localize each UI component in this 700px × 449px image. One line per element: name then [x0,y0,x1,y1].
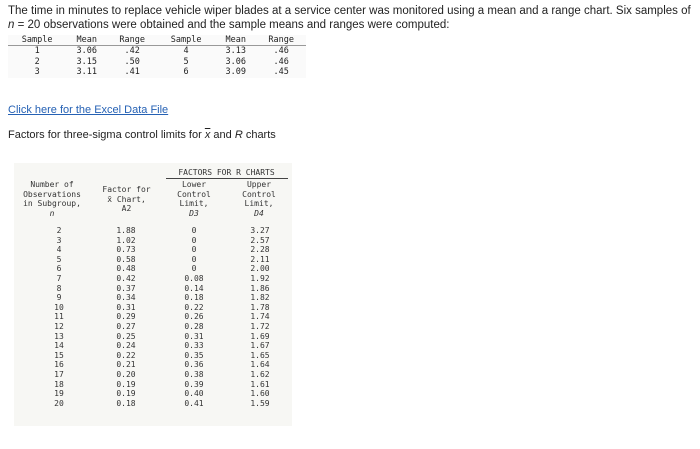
d4-value: 1.64 [250,360,270,370]
d4-value: 2.57 [250,235,270,245]
n-value: 9 [56,293,62,303]
a2-value: 0.22 [116,350,136,360]
intro-line-1: The time in minutes to replace vehicle wiper blades at a service center was monitored using a mean and a range chart. Six samples of [8,5,691,17]
header-sample-2: Sample [157,35,215,46]
d3-value: 0 [191,254,197,264]
d3-value: 0.35 [184,350,204,360]
factors-suffix: charts [242,129,276,141]
d3-value: 0.40 [184,389,204,399]
cell: 3.11 [76,67,98,77]
cell: 3 [34,67,40,77]
a2-value: 0.25 [116,331,136,341]
d4-value: 1.67 [250,341,270,351]
d3-values-column [174,226,214,408]
d4-value: 1.65 [250,350,270,360]
samples-table [8,35,306,78]
d3-value: 0 [191,235,197,245]
d3-header-line: D3 [189,208,199,218]
header-mean-2: Mean [215,35,256,46]
header-sample-1: Sample [8,35,66,46]
n-header-line: Number of [30,180,74,189]
r-symbol: R [234,129,243,141]
cell: 1 [34,46,40,56]
n-header-line: Observations [23,189,81,199]
d3-header-line: Lower [181,180,207,189]
cell: .41 [124,67,140,77]
cell: .50 [124,56,140,67]
d3-value: 0.26 [184,312,204,322]
r-chart-group-header: FACTORS FOR R CHARTS [178,168,275,177]
a2-value: 0.27 [116,321,136,331]
d4-value: 2.28 [250,245,270,255]
header-range-2: Range [256,35,306,46]
d4-value: 1.92 [250,273,270,283]
d3-value: 0.18 [184,293,204,303]
n-value: 19 [54,389,64,399]
cell: 3.09 [225,67,247,77]
n-value: 10 [54,302,64,312]
cell: 2 [34,56,40,67]
d4-header-line: Control [242,189,276,199]
a2-value: 0.58 [116,254,136,264]
a2-value: 0.37 [116,283,136,293]
factors-caption [8,129,276,141]
d3-value: 0.31 [184,331,204,341]
a2-header-line: A2 [121,204,132,213]
d4-value: 1.82 [250,293,270,303]
n-value: 12 [54,321,64,331]
d3-value: 0.41 [184,398,204,408]
a2-value: 0.18 [116,398,136,408]
d3-value: 0.36 [184,360,204,370]
n-value: 20 [54,398,64,408]
samples-header-row [8,35,306,46]
d3-value: 0 [191,245,197,255]
d4-value: 1.72 [250,321,270,331]
cell: 5 [183,56,189,67]
cell: .42 [124,46,140,56]
n-variable: n [8,19,15,31]
control-chart-factors-table [14,163,292,426]
a2-header-line: x̄ Chart, [107,194,146,204]
problem-statement [8,4,698,32]
n-value: 11 [54,312,64,322]
d3-header-line: Control [177,189,211,199]
n-value: 2 [56,226,62,235]
d3-column-header [164,180,224,218]
a2-value: 0.48 [116,264,136,274]
header-range-1: Range [107,35,157,46]
a2-column-header [94,185,159,214]
n-value: 4 [56,245,62,255]
n-value: 17 [54,369,64,379]
d4-value: 3.27 [250,226,270,235]
cell: .46 [273,46,289,56]
d4-value: 2.11 [250,254,270,264]
d4-value: 2.00 [250,264,270,274]
d4-value: 1.59 [250,398,270,408]
d4-column-header [228,180,290,218]
d3-value: 0 [191,226,197,235]
header-mean-1: Mean [66,35,107,46]
d4-header-line: Limit, [244,199,274,208]
n-value: 18 [54,379,64,389]
a2-value: 1.88 [116,226,136,235]
d4-header-line: Upper [246,180,272,189]
a2-value: 0.20 [116,369,136,379]
a2-value: 0.34 [116,293,136,303]
cell: 3.13 [225,46,247,56]
d4-value: 1.69 [250,331,270,341]
a2-value: 0.21 [116,360,136,370]
d3-value: 0.39 [184,379,204,389]
intro-line-2 [8,18,698,32]
a2-value: 0.42 [116,273,136,283]
n-value: 13 [54,331,64,341]
d4-value: 1.60 [250,389,270,399]
n-value: 3 [56,235,62,245]
d4-value: 1.78 [250,302,270,312]
a2-value: 0.24 [116,341,136,351]
cell: 3.15 [76,56,98,67]
factors-prefix: Factors for three-sigma control limits for [8,129,205,141]
n-values-column [44,226,74,408]
n-value: 16 [54,360,64,370]
cell: 6 [183,67,189,77]
n-value: 7 [56,273,62,283]
d4-value: 1.74 [250,312,270,322]
d3-value: 0 [191,264,197,274]
n-header-line: n [49,208,55,218]
d3-value: 0.14 [184,283,204,293]
d3-header-line: Limit, [179,199,209,208]
table-row [8,46,306,57]
d3-value: 0.38 [184,369,204,379]
d3-value: 0.22 [184,302,204,312]
n-header-line: in Subgroup, [23,199,81,208]
a2-values-column [106,226,146,408]
d4-values-column [240,226,280,408]
n-value: 15 [54,350,64,360]
xbar-symbol: $\overline{x}$ [204,129,211,141]
a2-value: 0.19 [116,379,136,389]
d4-value: 1.61 [250,379,270,389]
n-value: 8 [56,283,62,293]
d3-value: 0.08 [184,273,204,283]
d4-value: 1.62 [250,369,270,379]
a2-value: 0.19 [116,389,136,399]
a2-value: 1.02 [116,235,136,245]
table-row [8,67,306,78]
a2-value: 0.31 [116,302,136,312]
d3-value: 0.33 [184,341,204,351]
d4-value: 1.86 [250,283,270,293]
cell: 3.06 [76,46,98,56]
cell: 3.06 [225,56,247,67]
intro-line-2-text: = 20 observations were obtained and the sample means and ranges were computed: [14,19,450,31]
factors-mid: and [210,129,235,141]
a2-value: 0.73 [116,245,136,255]
n-value: 6 [56,264,62,274]
n-value: 14 [54,341,64,351]
a2-value: 0.29 [116,312,136,322]
a2-header-line: Factor for [102,185,151,194]
table-row [8,57,306,68]
cell: 4 [183,46,189,56]
n-value: 5 [56,254,62,264]
cell: .45 [273,67,289,77]
n-column-header [14,180,90,218]
d3-value: 0.28 [184,321,204,331]
d4-header-line: D4 [254,208,264,218]
cell: .46 [273,56,289,67]
header-rule [166,178,288,179]
excel-data-link[interactable]: Click here for the Excel Data File [8,104,169,116]
